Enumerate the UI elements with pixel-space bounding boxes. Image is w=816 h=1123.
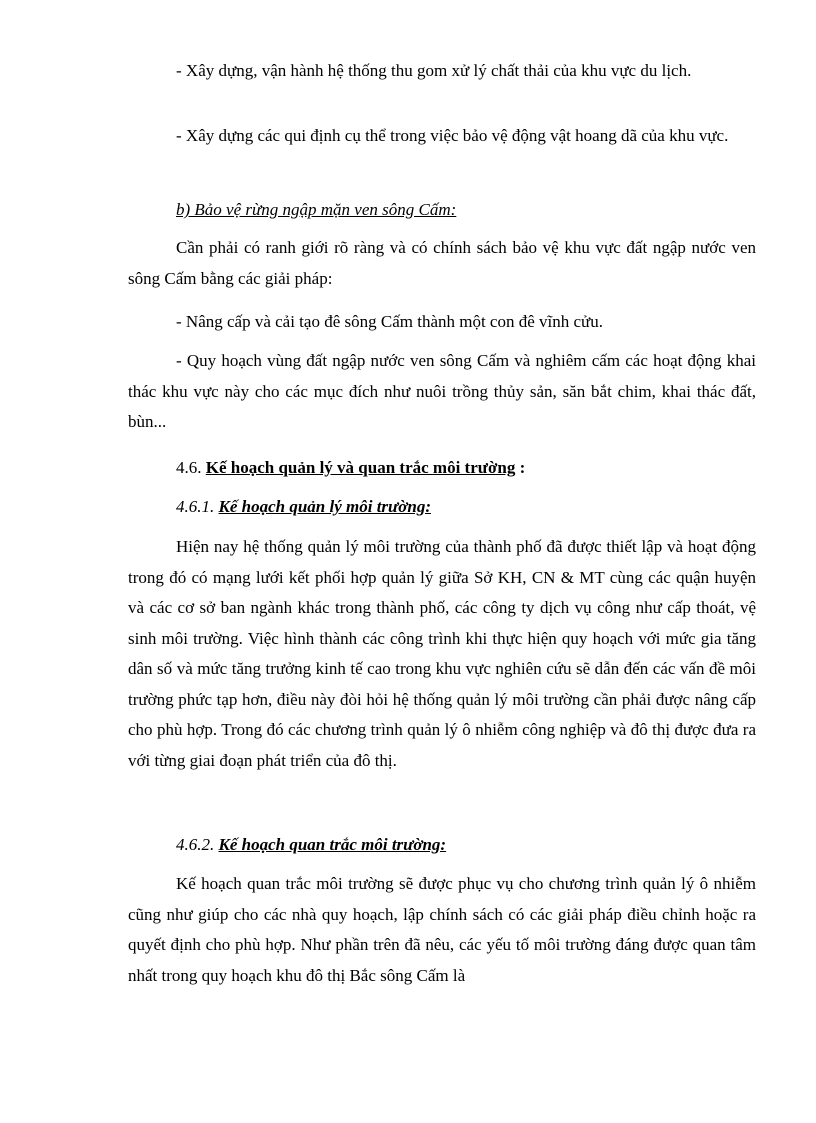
heading-4-6-suffix: : — [515, 458, 526, 477]
heading-4-6-2 — [176, 830, 446, 860]
paragraph-tourism-waste: - Xây dựng, vận hành hệ thống thu gom xử lý chất thải của khu vực du lịch. — [176, 61, 692, 80]
heading-4-6-2-title: Kế hoạch quan trắc môi trường: — [218, 835, 447, 854]
heading-4-6-1-title: Kế hoạch quản lý môi trường: — [218, 497, 431, 516]
paragraph-wetland-boundary: Cần phải có ranh giới rõ ràng và có chính sách bảo vệ khu vực đất ngập nước ven sông Cấm bằng các giải pháp: — [128, 238, 756, 288]
heading-4-6 — [176, 453, 525, 483]
subheading-mangrove-text: b) Bảo vệ rừng ngập mặn ven sông Cấm: — [176, 200, 457, 219]
heading-4-6-title: Kế hoạch quản lý và quan trắc môi trường — [205, 458, 516, 477]
heading-4-6-2-number: 4.6.2. — [176, 835, 219, 854]
paragraph-monitoring-plan: Kế hoạch quan trắc môi trường sẽ được phục vụ cho chương trình quản lý ô nhiễm cũng như giúp cho các nhà quy hoạch, lập chính sách có các giải pháp điều chỉnh hoặc ra quyết định cho phù hợp. Như phần trên đã nêu, các yếu tố môi trường đáng được quan tâm nhất trong quy hoạch khu đô thị Bắc sông Cấm là — [128, 874, 756, 985]
paragraph-dyke-upgrade: - Nâng cấp và cải tạo đê sông Cấm thành một con đê vĩnh cửu. — [176, 312, 604, 331]
heading-4-6-number: 4.6. — [176, 458, 206, 477]
heading-4-6-1-number: 4.6.1. — [176, 497, 219, 516]
paragraph-wildlife-protection: - Xây dựng các qui định cụ thể trong việc bảo vệ động vật hoang dã của khu vực. — [176, 126, 729, 145]
heading-4-6-1 — [176, 492, 431, 522]
subheading-mangrove-protection — [176, 195, 456, 225]
paragraph-wetland-planning: - Quy hoạch vùng đất ngập nước ven sông Cấm và nghiêm cấm các hoạt động khai thác khu vực này cho các mục đích như nuôi trồng thủy sản, săn bắt chim, khai thác đất, bùn... — [128, 351, 756, 431]
paragraph-management-plan: Hiện nay hệ thống quản lý môi trường của thành phố đã được thiết lập và hoạt động trong đó có mạng lưới kết phối hợp quản lý giữa Sở KH, CN & MT cùng các quận huyện và các cơ sở ban ngành khác trong thành phố, các công ty dịch vụ công như cấp thoát, vệ sinh môi trường. Việc hình thành các công trình khi thực hiện quy hoạch với mức gia tăng dân số và mức tăng trưởng kinh tế cao trong khu vực nghiên cứu sẽ dẫn đến các vấn đề môi trường phức tạp hơn, điều này đòi hỏi hệ thống quản lý môi trường cần phải được nâng cấp cho phù hợp. Trong đó các chương trình quản lý ô nhiễm công nghiệp và đô thị được đưa ra với từng giai đoạn phát triển của đô thị. — [128, 537, 756, 770]
